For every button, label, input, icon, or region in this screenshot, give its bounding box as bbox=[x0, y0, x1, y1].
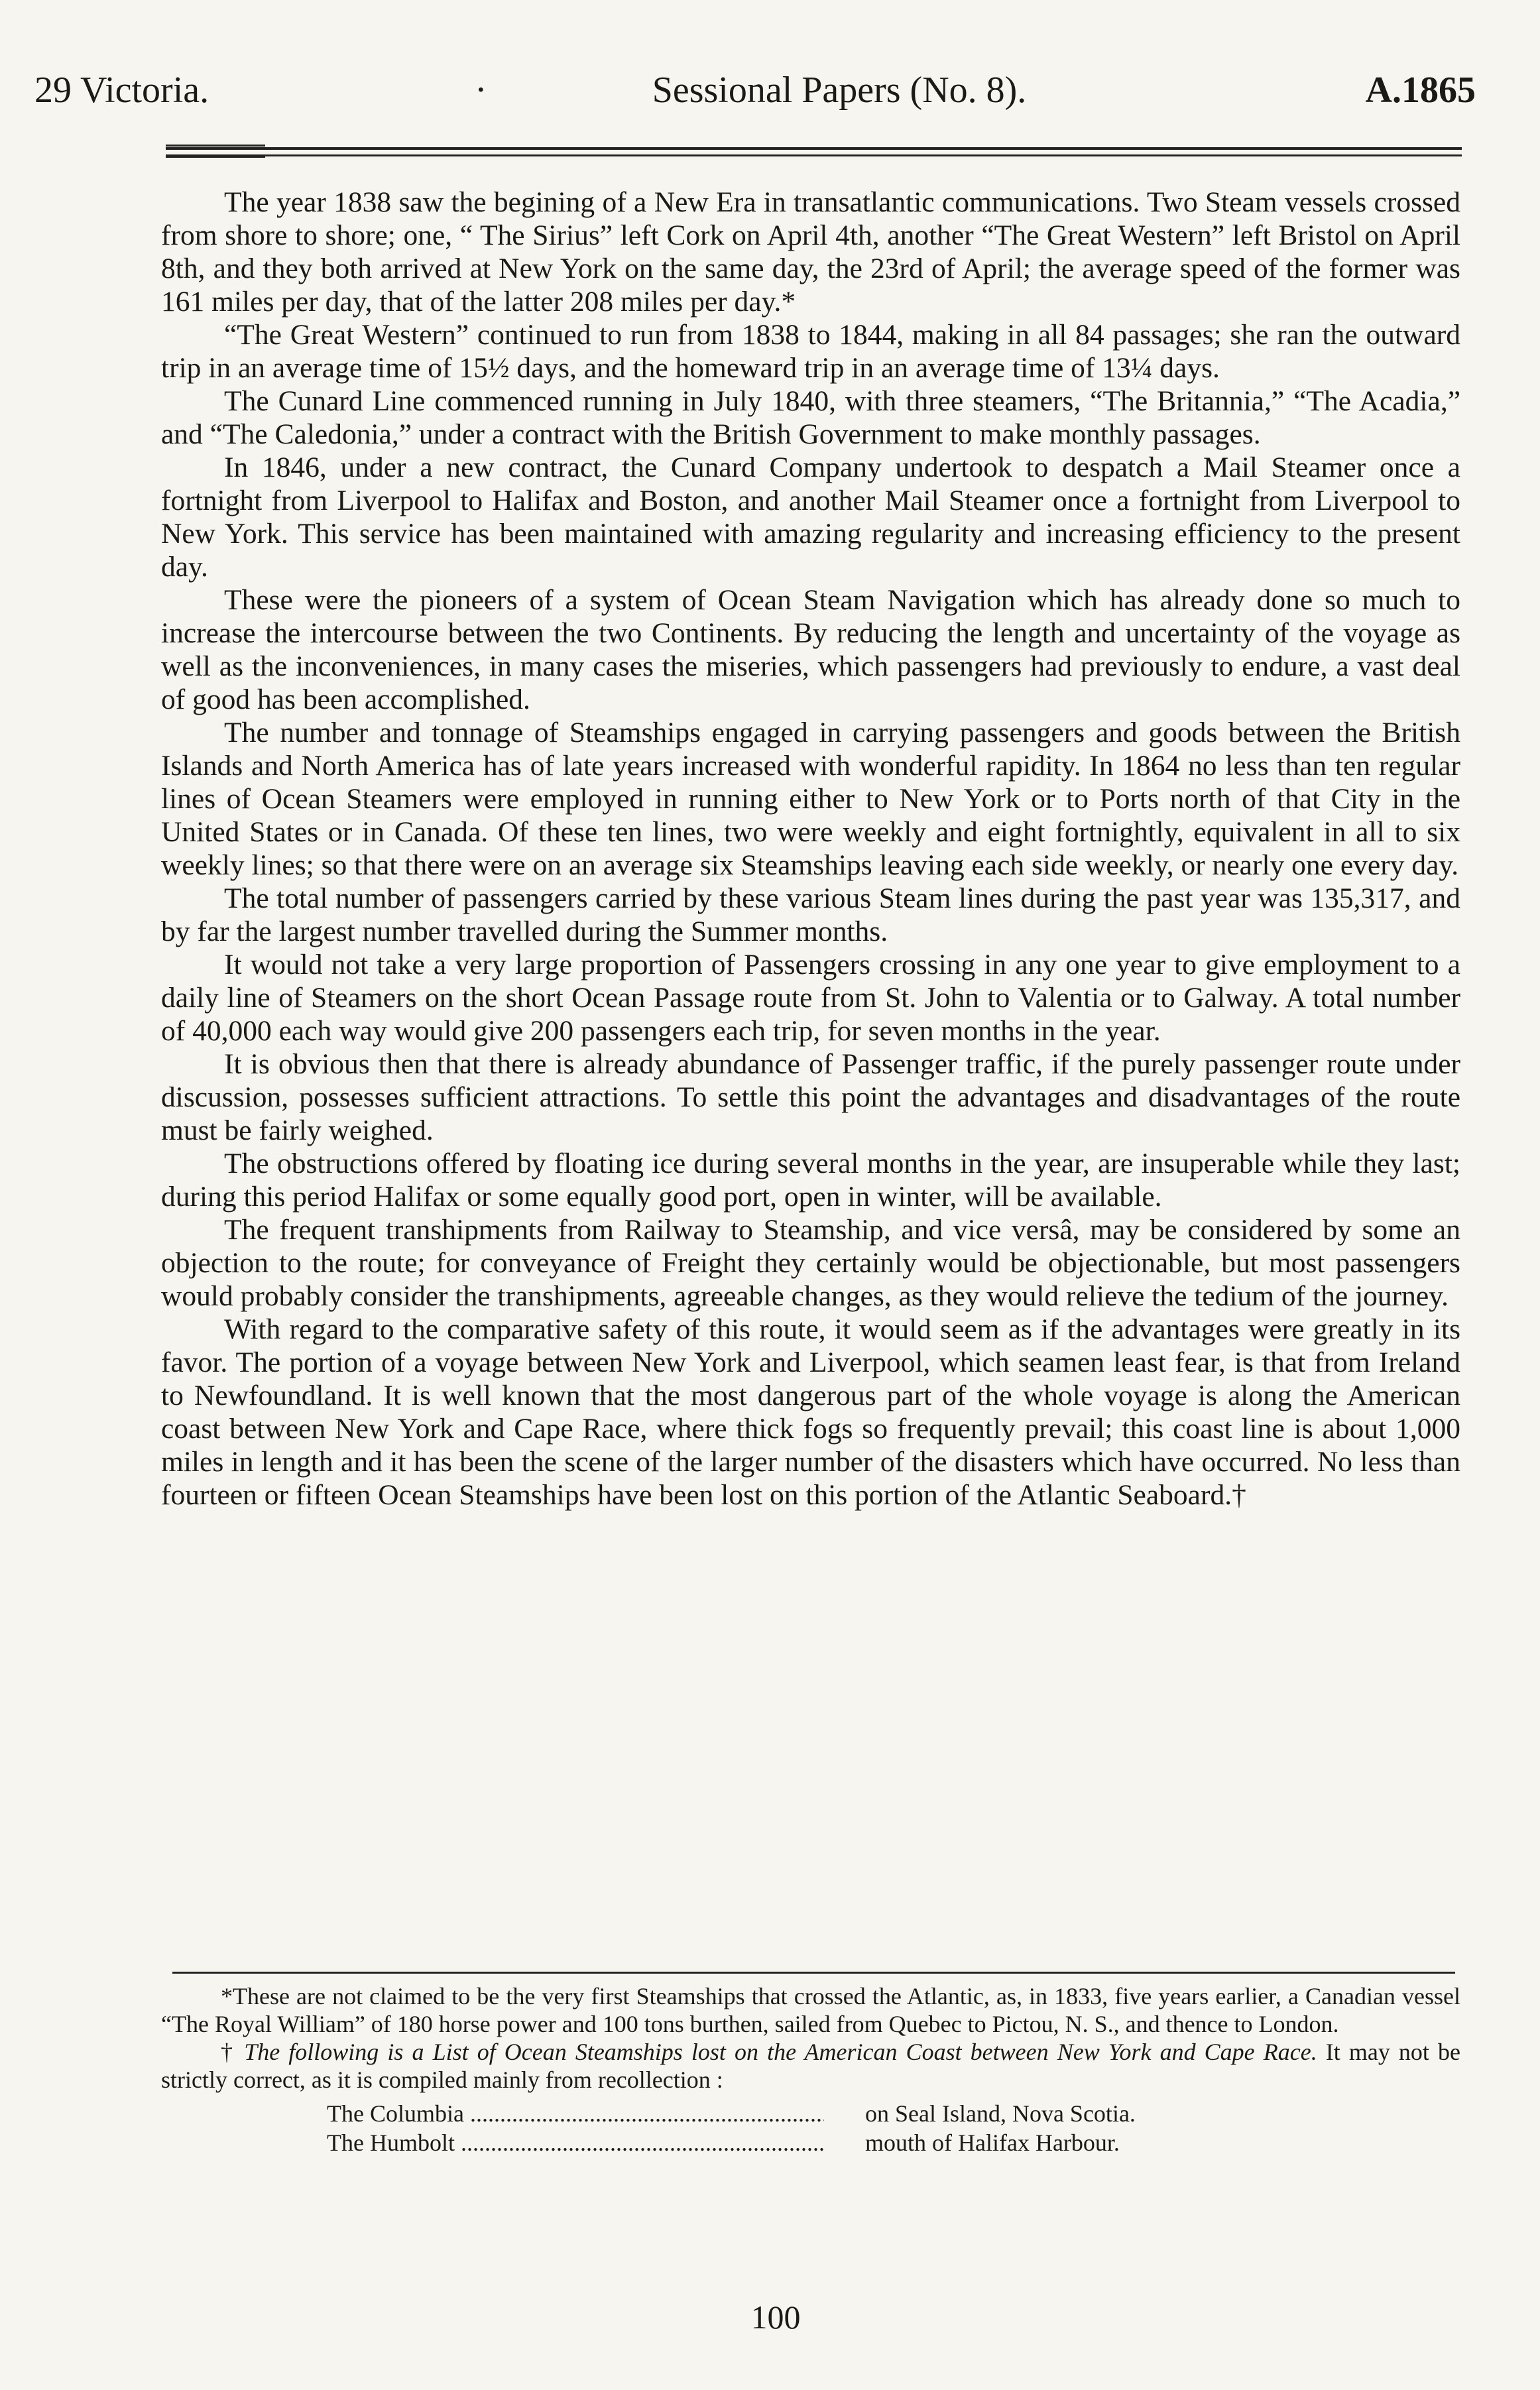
paragraph: The obstructions offered by floating ice during several months in the year, are insuperable while they last; during this period Halifax or some equally good port, open in winter, will be available. bbox=[161, 1148, 1460, 1213]
footnote-dagger bbox=[161, 2038, 1460, 2094]
paragraph: The Cunard Line commenced running in July 1840, with three steamers, “The Britannia,” “The Acadia,” and “The Caledonia,” under a contract with the British Government to make monthly passages. bbox=[161, 385, 1460, 450]
paragraph: It is obvious then that there is already abundance of Passenger traffic, if the purely passenger route under discussion, possesses sufficient attractions. To settle this point the advantages and disadvantages of the route must be fairly weighed. bbox=[161, 1048, 1460, 1146]
paragraph: These were the pioneers of a system of Ocean Steam Navigation which has already done so much to increase the intercourse between the two Continents. By reducing the length and uncertainty of the voyage as well as the inconveniences, in many cases the miseries, which passengers had previously to endure, a vast deal of good has been accomplished. bbox=[161, 584, 1460, 715]
header-dot: · bbox=[475, 70, 487, 111]
paragraph: The year 1838 saw the begining of a New Era in transatlantic communications. Two Steam vessels crossed from shore to shore; one, “ The Sirius” left Cork on April 4th, another “The Great Western” left Bristol on April 8th, and they both arrived at New York on the same day, the 23rd of April; the average speed of the former was 161 miles per day, that of the latter 208 miles per day.* bbox=[161, 186, 1460, 318]
ship-name: The Humbolt ..... bbox=[327, 2128, 824, 2157]
paragraph: In 1846, under a new contract, the Cunard Company undertook to despatch a Mail Steamer once a fortnight from Liverpool to Halifax and Boston, and another Mail Steamer once a fortnight from Liverpool to New York. This service has been maintained with amazing regularity and increasing efficiency to the present day. bbox=[161, 451, 1460, 583]
paragraph: With regard to the comparative safety of this route, it would seem as if the advantages were greatly in its favor. The portion of a voyage between New York and Liverpool, which seamen least fear, is that from Ireland to Newfoundland. It is well known that the most dangerous part of the whole voyage is along the American coast between New York and Cape Race, where thick fogs so frequently prevail; this coast line is about 1,000 miles in length and it has been the scene of the larger number of the disasters which have occurred. No less than fourteen or fifteen Ocean Steamships have been lost on this portion of the Atlantic Seaboard.† bbox=[161, 1313, 1460, 1511]
paragraph: It would not take a very large proportion of Passengers crossing in any one year to give employment to a daily line of Steamers on the short Ocean Passage route from St. John to Valentia or to Galway. A total number of 40,000 each way would give 200 passengers each trip, for seven months in the year. bbox=[161, 949, 1460, 1047]
body-text bbox=[161, 186, 1460, 1512]
paragraph: “The Great Western” continued to run from 1838 to 1844, making in all 84 passages; she ran the outward trip in an average time of 15½ days, and the homeward trip in an average time of 13¼ days. bbox=[161, 319, 1460, 384]
header-session: 29 Victoria. bbox=[34, 70, 209, 111]
footnote-star: *These are not claimed to be the very first Steamships that crossed the Atlantic, as, in 1833, five years earlier, a Canadian vessel “The Royal William” of 180 horse power and 100 tons burthen, sailed from Quebec to Pictou, N. S., and thence to London. bbox=[161, 1983, 1460, 2037]
footnotes bbox=[161, 1982, 1460, 2094]
ship-location: on Seal Island, Nova Scotia. bbox=[865, 2100, 1136, 2127]
paragraph: The total number of passengers carried by these various Steam lines during the past year was 135,317, and by far the largest number travelled during the Summer months. bbox=[161, 882, 1460, 947]
lost-ships-list bbox=[161, 2099, 1460, 2157]
page-number: 100 bbox=[750, 2299, 801, 2336]
header-rule bbox=[166, 147, 1462, 156]
ship-location: mouth of Halifax Harbour. bbox=[865, 2129, 1120, 2156]
header-title: Sessional Papers (No. 8). bbox=[652, 70, 1027, 111]
footnote-dagger-rest: It may not be strictly correct, as it is compiled mainly from recollection : bbox=[161, 2039, 1461, 2093]
ship-name: The Columbia ..... bbox=[327, 2099, 824, 2128]
paragraph: The number and tonnage of Steamships engaged in carrying passengers and goods between the British Islands and North America has of late years increased with wonderful rapidity. In 1864 no less than ten regular lines of Ocean Steamers were employed in running either to New York or to Ports north of that City in the United States or in Canada. Of these ten lines, two were weekly and eight fortnightly, equivalent in all to six weekly lines; so that there were on an average six Steamships leaving each side weekly, or nearly one every day. bbox=[161, 717, 1460, 881]
paragraph: The frequent transhipments from Railway to Steamship, and vice versâ, may be considered by some an objection to the route; for conveyance of Freight they certainly would be objectionable, but most passengers would probably consider the transhipments, agreeable changes, as they would relieve the tedium of the journey. bbox=[161, 1214, 1460, 1312]
list-item bbox=[161, 2099, 1460, 2128]
footnote-dagger-italic: The following is a List of Ocean Steamships lost on the American Coast between New York and Cape Race. bbox=[244, 2039, 1317, 2065]
list-item bbox=[161, 2128, 1460, 2157]
footnote-dagger-marker: † bbox=[221, 2039, 245, 2065]
footnote-rule bbox=[172, 1972, 1455, 1974]
page-header bbox=[30, 64, 1476, 117]
header-year: A.1865 bbox=[1365, 70, 1476, 111]
